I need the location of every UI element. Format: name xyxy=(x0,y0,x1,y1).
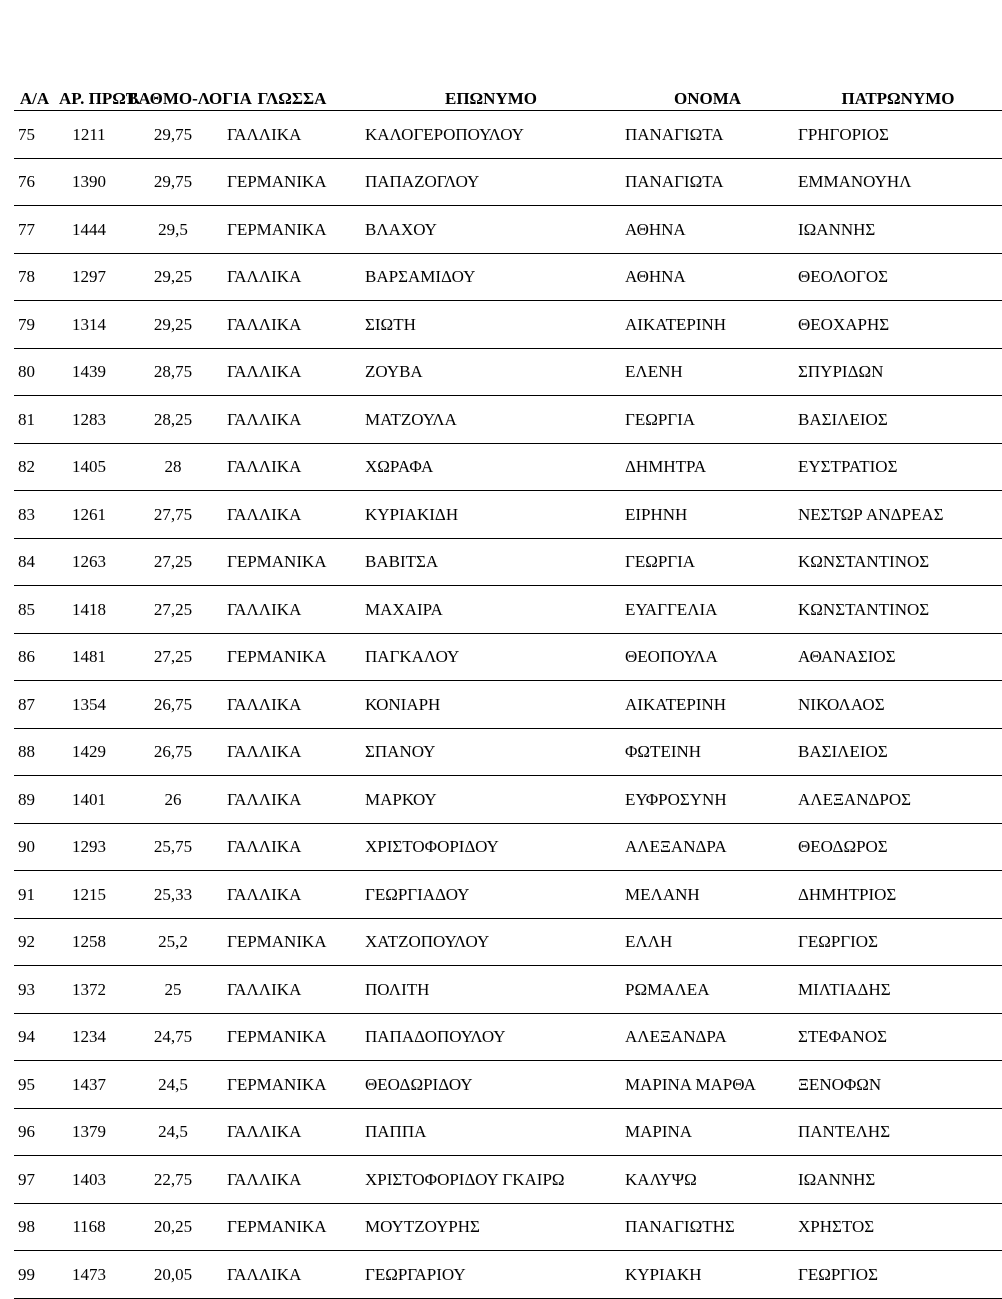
cell-glossa: ΓΑΛΛΙΚΑ xyxy=(223,253,361,301)
cell-aa: 89 xyxy=(14,776,55,824)
cell-patronymo: ΓΡΗΓΟΡΙΟΣ xyxy=(794,111,1002,159)
cell-aa: 99 xyxy=(14,1251,55,1299)
table-body xyxy=(14,111,1002,1299)
cell-onoma: ΓΕΩΡΓΙΑ xyxy=(621,396,794,444)
table-row xyxy=(14,681,1002,729)
table-row xyxy=(14,1013,1002,1061)
cell-eponymo: ΘΕΟΔΩΡΙΔΟΥ xyxy=(361,1061,621,1109)
cell-onoma: ΑΛΕΞΑΝΔΡΑ xyxy=(621,1013,794,1061)
cell-eponymo: ΚΟΝΙΑΡΗ xyxy=(361,681,621,729)
cell-eponymo: ΠΑΓΚΑΛΟΥ xyxy=(361,633,621,681)
table-row xyxy=(14,111,1002,159)
table-row xyxy=(14,823,1002,871)
cell-ar: 1390 xyxy=(55,158,123,206)
cell-eponymo: ΒΑΒΙΤΣΑ xyxy=(361,538,621,586)
cell-onoma: ΑΘΗΝΑ xyxy=(621,253,794,301)
cell-aa: 95 xyxy=(14,1061,55,1109)
cell-ar: 1314 xyxy=(55,301,123,349)
cell-onoma: ΕΙΡΗΝΗ xyxy=(621,491,794,539)
cell-onoma: ΑΘΗΝΑ xyxy=(621,206,794,254)
cell-ar: 1418 xyxy=(55,586,123,634)
cell-patronymo: ΓΕΩΡΓΙΟΣ xyxy=(794,1251,1002,1299)
cell-glossa: ΓΑΛΛΙΚΑ xyxy=(223,681,361,729)
header-row xyxy=(14,24,1002,111)
cell-onoma: ΘΕΟΠΟΥΛΑ xyxy=(621,633,794,681)
cell-glossa: ΓΑΛΛΙΚΑ xyxy=(223,348,361,396)
cell-onoma: ΠΑΝΑΓΙΩΤΑ xyxy=(621,111,794,159)
table-row xyxy=(14,443,1002,491)
cell-onoma: ΚΥΡΙΑΚΗ xyxy=(621,1251,794,1299)
table-row xyxy=(14,728,1002,776)
cell-glossa: ΓΑΛΛΙΚΑ xyxy=(223,1156,361,1204)
cell-aa: 81 xyxy=(14,396,55,444)
table-row xyxy=(14,1203,1002,1251)
cell-onoma: ΦΩΤΕΙΝΗ xyxy=(621,728,794,776)
cell-glossa: ΓΑΛΛΙΚΑ xyxy=(223,871,361,919)
cell-eponymo: ΜΑΡΚΟΥ xyxy=(361,776,621,824)
header-aa: Α/Α xyxy=(14,24,55,111)
cell-glossa: ΓΑΛΛΙΚΑ xyxy=(223,966,361,1014)
cell-aa: 82 xyxy=(14,443,55,491)
cell-onoma: ΑΙΚΑΤΕΡΙΝΗ xyxy=(621,681,794,729)
cell-glossa: ΓΕΡΜΑΝΙΚΑ xyxy=(223,918,361,966)
cell-glossa: ΓΑΛΛΙΚΑ xyxy=(223,728,361,776)
header-patronymo: ΠΑΤΡΩΝΥΜΟ xyxy=(794,24,1002,111)
cell-aa: 91 xyxy=(14,871,55,919)
cell-ar: 1354 xyxy=(55,681,123,729)
cell-aa: 80 xyxy=(14,348,55,396)
table-row xyxy=(14,1251,1002,1299)
cell-aa: 88 xyxy=(14,728,55,776)
cell-ar: 1258 xyxy=(55,918,123,966)
cell-ar: 1429 xyxy=(55,728,123,776)
cell-patronymo: ΣΠΥΡΙΔΩΝ xyxy=(794,348,1002,396)
cell-vathmos: 25,75 xyxy=(123,823,223,871)
cell-eponymo: ΜΑΧΑΙΡΑ xyxy=(361,586,621,634)
table-row xyxy=(14,1108,1002,1156)
cell-eponymo: ΠΑΠΠΑ xyxy=(361,1108,621,1156)
header-vathmologia: ΒΑΘΜΟ-ΛΟΓΙΑ xyxy=(123,24,223,111)
cell-vathmos: 29,25 xyxy=(123,301,223,349)
cell-vathmos: 26,75 xyxy=(123,728,223,776)
header-onoma: ΟΝΟΜΑ xyxy=(621,24,794,111)
cell-ar: 1234 xyxy=(55,1013,123,1061)
cell-aa: 76 xyxy=(14,158,55,206)
table-row xyxy=(14,586,1002,634)
cell-ar: 1263 xyxy=(55,538,123,586)
cell-eponymo: ΒΑΡΣΑΜΙΔΟΥ xyxy=(361,253,621,301)
cell-glossa: ΓΑΛΛΙΚΑ xyxy=(223,443,361,491)
cell-vathmos: 24,5 xyxy=(123,1061,223,1109)
table-row xyxy=(14,301,1002,349)
cell-patronymo: ΒΑΣΙΛΕΙΟΣ xyxy=(794,728,1002,776)
cell-onoma: ΕΛΛΗ xyxy=(621,918,794,966)
cell-ar: 1439 xyxy=(55,348,123,396)
cell-onoma: ΕΛΕΝΗ xyxy=(621,348,794,396)
cell-aa: 90 xyxy=(14,823,55,871)
cell-eponymo: ΖΟΥΒΑ xyxy=(361,348,621,396)
cell-aa: 93 xyxy=(14,966,55,1014)
cell-vathmos: 24,5 xyxy=(123,1108,223,1156)
cell-aa: 87 xyxy=(14,681,55,729)
cell-vathmos: 25,33 xyxy=(123,871,223,919)
cell-patronymo: ΘΕΟΛΟΓΟΣ xyxy=(794,253,1002,301)
cell-patronymo: ΙΩΑΝΝΗΣ xyxy=(794,1156,1002,1204)
cell-eponymo: ΣΙΩΤΗ xyxy=(361,301,621,349)
cell-aa: 94 xyxy=(14,1013,55,1061)
cell-vathmos: 27,25 xyxy=(123,538,223,586)
cell-patronymo: ΒΑΣΙΛΕΙΟΣ xyxy=(794,396,1002,444)
cell-vathmos: 25,2 xyxy=(123,918,223,966)
cell-glossa: ΓΑΛΛΙΚΑ xyxy=(223,1251,361,1299)
cell-glossa: ΓΑΛΛΙΚΑ xyxy=(223,776,361,824)
table-row xyxy=(14,966,1002,1014)
cell-eponymo: ΧΡΙΣΤΟΦΟΡΙΔΟΥ xyxy=(361,823,621,871)
cell-patronymo: ΕΥΣΤΡΑΤΙΟΣ xyxy=(794,443,1002,491)
cell-glossa: ΓΕΡΜΑΝΙΚΑ xyxy=(223,633,361,681)
cell-patronymo: ΘΕΟΧΑΡΗΣ xyxy=(794,301,1002,349)
cell-patronymo: ΚΩΝΣΤΑΝΤΙΝΟΣ xyxy=(794,586,1002,634)
cell-eponymo: ΓΕΩΡΓΙΑΔΟΥ xyxy=(361,871,621,919)
cell-onoma: ΓΕΩΡΓΙΑ xyxy=(621,538,794,586)
cell-glossa: ΓΕΡΜΑΝΙΚΑ xyxy=(223,158,361,206)
cell-onoma: ΑΛΕΞΑΝΔΡΑ xyxy=(621,823,794,871)
cell-vathmos: 29,75 xyxy=(123,158,223,206)
cell-glossa: ΓΑΛΛΙΚΑ xyxy=(223,491,361,539)
cell-eponymo: ΧΩΡΑΦΑ xyxy=(361,443,621,491)
cell-onoma: ΜΕΛΑΝΗ xyxy=(621,871,794,919)
cell-patronymo: ΘΕΟΔΩΡΟΣ xyxy=(794,823,1002,871)
cell-eponymo: ΜΟΥΤΖΟΥΡΗΣ xyxy=(361,1203,621,1251)
header-ar-protocol: ΑΡ. ΠΡΩΤ. xyxy=(55,24,123,111)
cell-patronymo: ΞΕΝΟΦΩΝ xyxy=(794,1061,1002,1109)
cell-eponymo: ΚΥΡΙΑΚΙΔΗ xyxy=(361,491,621,539)
cell-patronymo: ΑΘΑΝΑΣΙΟΣ xyxy=(794,633,1002,681)
cell-patronymo: ΑΛΕΞΑΝΔΡΟΣ xyxy=(794,776,1002,824)
cell-eponymo: ΣΠΑΝΟΥ xyxy=(361,728,621,776)
cell-glossa: ΓΑΛΛΙΚΑ xyxy=(223,823,361,871)
cell-vathmos: 29,25 xyxy=(123,253,223,301)
cell-aa: 98 xyxy=(14,1203,55,1251)
table-row xyxy=(14,776,1002,824)
cell-vathmos: 20,25 xyxy=(123,1203,223,1251)
cell-eponymo: ΠΑΠΑΖΟΓΛΟΥ xyxy=(361,158,621,206)
cell-glossa: ΓΕΡΜΑΝΙΚΑ xyxy=(223,538,361,586)
cell-ar: 1261 xyxy=(55,491,123,539)
cell-glossa: ΓΑΛΛΙΚΑ xyxy=(223,1108,361,1156)
cell-eponymo: ΒΛΑΧΟΥ xyxy=(361,206,621,254)
table-row xyxy=(14,491,1002,539)
cell-vathmos: 24,75 xyxy=(123,1013,223,1061)
cell-vathmos: 29,5 xyxy=(123,206,223,254)
cell-ar: 1481 xyxy=(55,633,123,681)
cell-patronymo: ΔΗΜΗΤΡΙΟΣ xyxy=(794,871,1002,919)
cell-vathmos: 28 xyxy=(123,443,223,491)
cell-vathmos: 28,25 xyxy=(123,396,223,444)
table-row xyxy=(14,348,1002,396)
cell-glossa: ΓΑΛΛΙΚΑ xyxy=(223,111,361,159)
cell-ar: 1437 xyxy=(55,1061,123,1109)
cell-vathmos: 26,75 xyxy=(123,681,223,729)
cell-onoma: ΔΗΜΗΤΡΑ xyxy=(621,443,794,491)
cell-eponymo: ΧΑΤΖΟΠΟΥΛΟΥ xyxy=(361,918,621,966)
cell-vathmos: 22,75 xyxy=(123,1156,223,1204)
cell-glossa: ΓΑΛΛΙΚΑ xyxy=(223,586,361,634)
cell-aa: 86 xyxy=(14,633,55,681)
cell-glossa: ΓΑΛΛΙΚΑ xyxy=(223,396,361,444)
header-glossa: ΓΛΩΣΣΑ xyxy=(223,24,361,111)
cell-eponymo: ΧΡΙΣΤΟΦΟΡΙΔΟΥ ΓΚΑΙΡΩ xyxy=(361,1156,621,1204)
cell-vathmos: 29,75 xyxy=(123,111,223,159)
table-row xyxy=(14,253,1002,301)
cell-aa: 75 xyxy=(14,111,55,159)
cell-onoma: ΜΑΡΙΝΑ xyxy=(621,1108,794,1156)
cell-ar: 1293 xyxy=(55,823,123,871)
cell-aa: 78 xyxy=(14,253,55,301)
table-row xyxy=(14,918,1002,966)
cell-onoma: ΚΑΛΥΨΩ xyxy=(621,1156,794,1204)
table-row xyxy=(14,1061,1002,1109)
cell-ar: 1473 xyxy=(55,1251,123,1299)
cell-ar: 1403 xyxy=(55,1156,123,1204)
cell-aa: 97 xyxy=(14,1156,55,1204)
cell-eponymo: ΓΕΩΡΓΑΡΙΟΥ xyxy=(361,1251,621,1299)
cell-eponymo: ΠΑΠΑΔΟΠΟΥΛΟΥ xyxy=(361,1013,621,1061)
cell-eponymo: ΠΟΛΙΤΗ xyxy=(361,966,621,1014)
cell-vathmos: 28,75 xyxy=(123,348,223,396)
cell-patronymo: ΝΙΚΟΛΑΟΣ xyxy=(794,681,1002,729)
cell-glossa: ΓΑΛΛΙΚΑ xyxy=(223,301,361,349)
cell-ar: 1215 xyxy=(55,871,123,919)
cell-vathmos: 27,25 xyxy=(123,586,223,634)
cell-ar: 1379 xyxy=(55,1108,123,1156)
cell-onoma: ΜΑΡΙΝΑ ΜΑΡΘΑ xyxy=(621,1061,794,1109)
cell-aa: 84 xyxy=(14,538,55,586)
cell-aa: 77 xyxy=(14,206,55,254)
cell-patronymo: ΙΩΑΝΝΗΣ xyxy=(794,206,1002,254)
cell-ar: 1211 xyxy=(55,111,123,159)
cell-aa: 92 xyxy=(14,918,55,966)
cell-vathmos: 26 xyxy=(123,776,223,824)
cell-ar: 1297 xyxy=(55,253,123,301)
cell-ar: 1444 xyxy=(55,206,123,254)
results-table xyxy=(14,24,1002,1299)
cell-glossa: ΓΕΡΜΑΝΙΚΑ xyxy=(223,1013,361,1061)
cell-ar: 1401 xyxy=(55,776,123,824)
cell-eponymo: ΜΑΤΖΟΥΛΑ xyxy=(361,396,621,444)
cell-glossa: ΓΕΡΜΑΝΙΚΑ xyxy=(223,1061,361,1109)
cell-ar: 1372 xyxy=(55,966,123,1014)
cell-onoma: ΑΙΚΑΤΕΡΙΝΗ xyxy=(621,301,794,349)
table-row xyxy=(14,396,1002,444)
cell-eponymo: ΚΑΛΟΓΕΡΟΠΟΥΛΟΥ xyxy=(361,111,621,159)
cell-patronymo: ΕΜΜΑΝΟΥΗΛ xyxy=(794,158,1002,206)
cell-aa: 96 xyxy=(14,1108,55,1156)
cell-glossa: ΓΕΡΜΑΝΙΚΑ xyxy=(223,1203,361,1251)
cell-ar: 1405 xyxy=(55,443,123,491)
cell-onoma: ΠΑΝΑΓΙΩΤΗΣ xyxy=(621,1203,794,1251)
cell-patronymo: ΚΩΝΣΤΑΝΤΙΝΟΣ xyxy=(794,538,1002,586)
cell-aa: 79 xyxy=(14,301,55,349)
cell-onoma: ΕΥΦΡΟΣΥΝΗ xyxy=(621,776,794,824)
cell-vathmos: 27,25 xyxy=(123,633,223,681)
table-row xyxy=(14,1156,1002,1204)
cell-onoma: ΠΑΝΑΓΙΩΤΑ xyxy=(621,158,794,206)
cell-glossa: ΓΕΡΜΑΝΙΚΑ xyxy=(223,206,361,254)
table-row xyxy=(14,871,1002,919)
cell-patronymo: ΝΕΣΤΩΡ ΑΝΔΡΕΑΣ xyxy=(794,491,1002,539)
cell-patronymo: ΣΤΕΦΑΝΟΣ xyxy=(794,1013,1002,1061)
cell-ar: 1283 xyxy=(55,396,123,444)
cell-onoma: ΡΩΜΑΛΕΑ xyxy=(621,966,794,1014)
cell-vathmos: 20,05 xyxy=(123,1251,223,1299)
cell-onoma: ΕΥΑΓΓΕΛΙΑ xyxy=(621,586,794,634)
cell-aa: 83 xyxy=(14,491,55,539)
cell-aa: 85 xyxy=(14,586,55,634)
cell-patronymo: ΓΕΩΡΓΙΟΣ xyxy=(794,918,1002,966)
table-row xyxy=(14,206,1002,254)
table-row xyxy=(14,538,1002,586)
cell-vathmos: 25 xyxy=(123,966,223,1014)
table-row xyxy=(14,633,1002,681)
cell-patronymo: ΜΙΛΤΙΑΔΗΣ xyxy=(794,966,1002,1014)
cell-patronymo: ΠΑΝΤΕΛΗΣ xyxy=(794,1108,1002,1156)
cell-vathmos: 27,75 xyxy=(123,491,223,539)
cell-ar: 1168 xyxy=(55,1203,123,1251)
table-row xyxy=(14,158,1002,206)
header-eponymo: ΕΠΩΝΥΜΟ xyxy=(361,24,621,111)
cell-patronymo: ΧΡΗΣΤΟΣ xyxy=(794,1203,1002,1251)
